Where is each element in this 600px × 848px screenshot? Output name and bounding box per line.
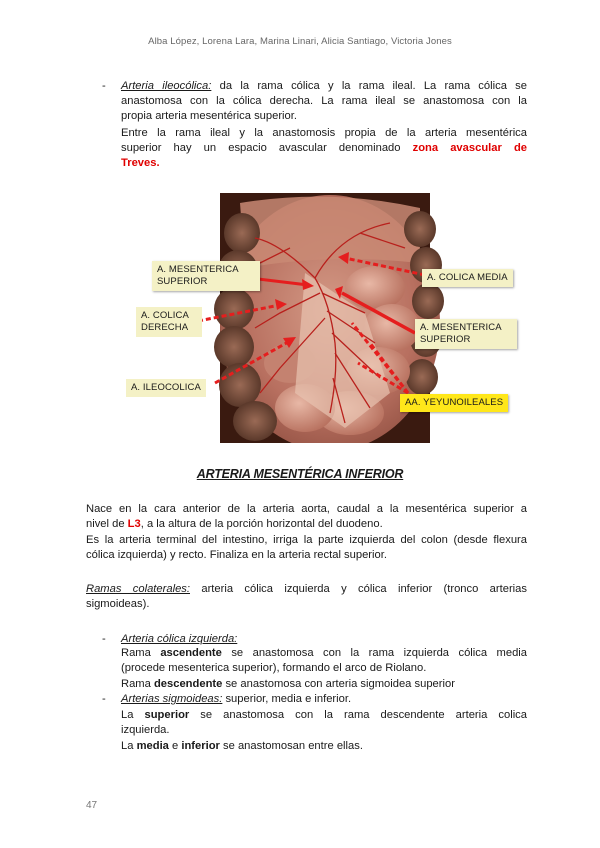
- text-line: cólica izquierda) y recto. Finaliza en la arteria rectal superior.: [86, 549, 387, 561]
- page-number: 47: [86, 800, 98, 811]
- list-bullet: -: [102, 693, 106, 705]
- term-arteria-ileocolica: Arteria ileocólica:: [121, 80, 212, 92]
- text-line: sigmoideas).: [86, 598, 150, 610]
- highlight-treves: Treves.: [121, 157, 160, 169]
- term-arteria-colica-izquierda: Arteria cólica izquierda:: [121, 633, 238, 645]
- label-yeyunoileales: AA. YEYUNOILEALES: [400, 394, 508, 412]
- label-colica-media: A. COLICA MEDIA: [422, 269, 513, 287]
- list-bullet: -: [102, 633, 106, 645]
- text-line: La media e inferior se anastomosan entre ellas.: [121, 740, 363, 752]
- text-line: propia arteria mesentérica superior.: [121, 110, 297, 122]
- text-line: Entre la rama ileal y la anastomosis propia de la arteria mesentérica: [121, 127, 527, 139]
- label-colica-derecha: A. COLICA DERECHA: [136, 307, 202, 337]
- text-line: La superior se anastomosa con la rama descendente arteria colica: [121, 709, 527, 721]
- text-line: Rama descendente se anastomosa con arteria sigmoidea superior: [121, 678, 455, 690]
- text-line: superior hay un espacio avascular denominado zona avascular de: [121, 142, 528, 154]
- list-bullet: -: [102, 80, 106, 92]
- text-line: nivel de L3, a la altura de la porción horizontal del duodeno.: [86, 518, 383, 530]
- highlight-zona-avascular: zona avascular de: [412, 142, 528, 154]
- label-mesenterica-superior-right: A. MESENTERICA SUPERIOR: [415, 319, 517, 349]
- text-line: Nace en la cara anterior de la arteria aorta, caudal a la mesentérica superior a: [86, 503, 527, 515]
- highlight-l3: L3: [127, 518, 141, 530]
- text-line: [121, 156, 527, 171]
- text-line: Rama ascendente se anastomosa con la rama izquierda cólica media: [121, 647, 528, 659]
- text-line: izquierda.: [121, 724, 170, 736]
- section-title: ARTERIA MESENTÉRICA INFERIOR: [196, 467, 404, 481]
- text-line: (procede mesenterica superior), formando el arco de Riolano.: [121, 662, 427, 674]
- text-line: Arterias sigmoideas: superior, media e inferior.: [121, 693, 352, 705]
- text-line: anastomosa con la cólica derecha. La rama ileal se anastomosa con la: [121, 95, 527, 107]
- term-ramas-colaterales: Ramas colaterales:: [86, 583, 190, 595]
- label-ileocolica: A. ILEOCOLICA: [126, 379, 206, 397]
- anatomy-figure: [130, 193, 520, 443]
- text-line: Es la arteria terminal del intestino, irriga la parte izquierda del colon (desde flexura: [86, 534, 527, 546]
- page-header-authors: Alba López, Lorena Lara, Marina Linari, Alicia Santiago, Victoria Jones: [148, 36, 452, 47]
- text-line: Ramas colaterales: arteria cólica izquierda y cólica inferior (tronco arterias: [86, 583, 527, 595]
- text-line: [121, 632, 527, 647]
- text-line: Arteria ileocólica: da la rama cólica y la rama ileal. La rama cólica se: [121, 80, 527, 92]
- term-arterias-sigmoideas: Arterias sigmoideas:: [121, 693, 223, 705]
- label-mesenterica-superior-left: A. MESENTERICA SUPERIOR: [152, 261, 260, 291]
